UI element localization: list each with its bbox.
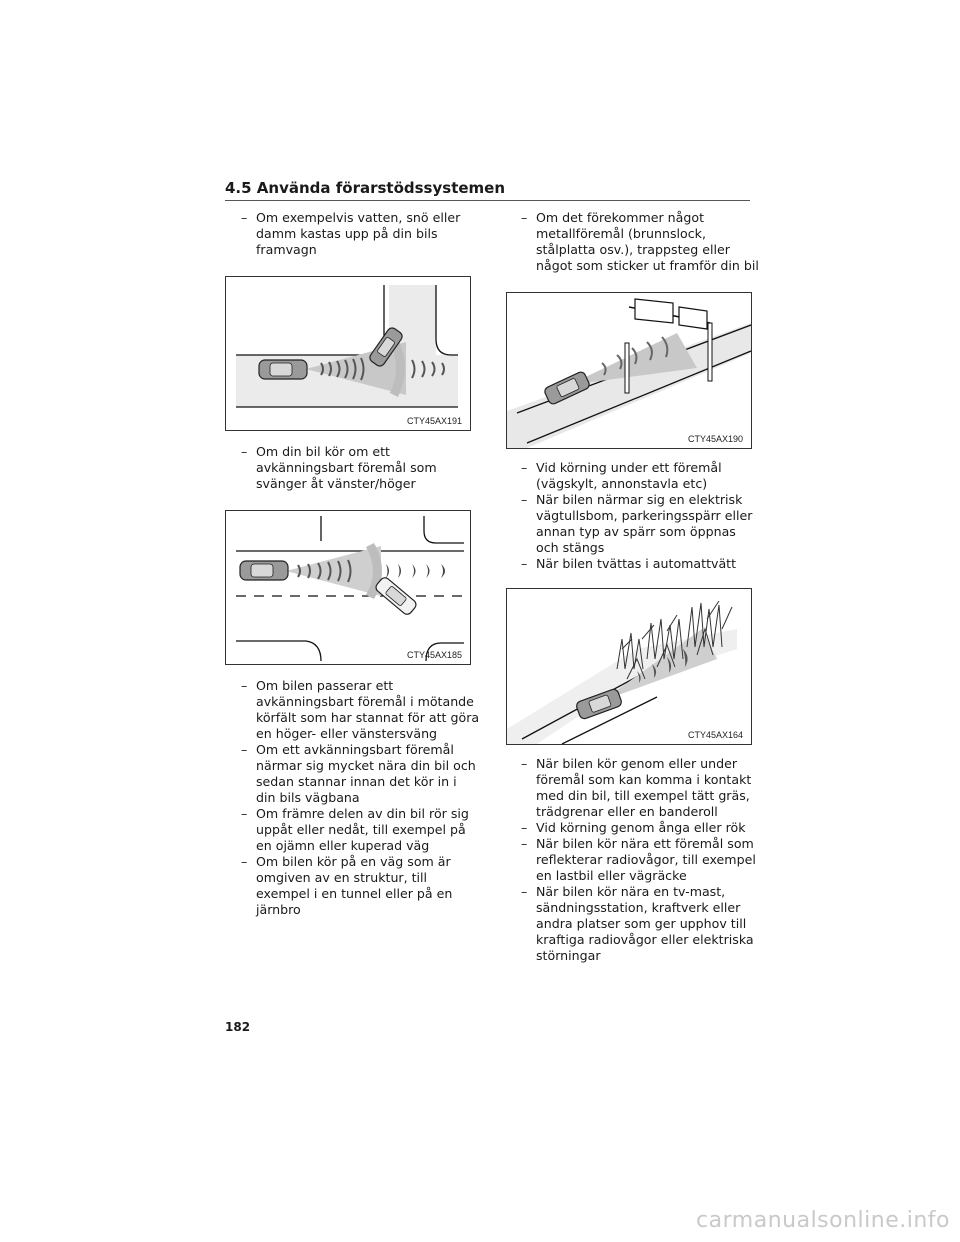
list-item: – Om exempelvis vatten, snö eller damm kastas upp på din bils framvagn — [240, 210, 480, 258]
list-item: – Vid körning genom ånga eller rök — [520, 820, 760, 836]
figure-overhead-sign — [506, 292, 752, 449]
bullet-list — [520, 460, 760, 572]
list-item: – När bilen kör genom eller under föremål som kan komma i kontakt med din bil, till exempel tätt gräs, trädgrenar eller en banderoll — [520, 756, 760, 820]
figure-crossing-car — [225, 276, 471, 431]
list-item: – När bilen kör nära ett föremål som reflekterar radiovågor, till exempel en lastbil eller vägräcke — [520, 836, 760, 884]
list-item: – När bilen kör nära en tv-mast, sändningsstation, kraftverk eller andra platser som ger upphov till kraftiga radiovågor eller elektriska störningar — [520, 884, 760, 964]
figure-turning-car — [225, 510, 471, 665]
figure-code: CTY45AX185 — [406, 650, 462, 660]
bullet-list — [240, 444, 480, 492]
list-item: – Om din bil kör om ett avkänningsbart föremål som svänger åt vänster/höger — [240, 444, 480, 492]
bullet-list — [240, 210, 480, 258]
list-item: – När bilen tvättas i automattvätt — [520, 556, 760, 572]
list-item: – Om främre delen av din bil rör sig uppåt eller nedåt, till exempel på en ojämn eller kuperad väg — [240, 806, 480, 854]
watermark: carmanualsonline.info — [696, 1208, 950, 1233]
section-title: 4.5 Använda förarstödssystemen — [225, 178, 750, 201]
list-item: – Om ett avkänningsbart föremål närmar sig mycket nära din bil och sedan stannar innan det kör in i din bils vägbana — [240, 742, 480, 806]
bullet-list — [520, 756, 760, 964]
bullet-list — [240, 678, 480, 918]
car-icon — [240, 561, 288, 580]
bullet-list — [520, 210, 760, 274]
page-number: 182 — [225, 1020, 251, 1034]
list-item: – När bilen närmar sig en elektrisk vägtullsbom, parkeringsspärr eller annan typ av spärr som öppnas och stängs — [520, 492, 760, 556]
list-item: – Vid körning under ett föremål (vägskylt, annonstavla etc) — [520, 460, 760, 492]
list-item: – Om det förekommer något metallföremål (brunnslock, stålplatta osv.), trappsteg eller något som sticker ut framför din bil — [520, 210, 760, 274]
figure-code: CTY45AX191 — [406, 416, 462, 426]
figure-code: CTY45AX190 — [687, 434, 743, 444]
figure-tall-grass — [506, 588, 752, 745]
list-item: – Om bilen passerar ett avkänningsbart föremål i mötande körfält som har stannat för att göra en höger- eller vänstersväng — [240, 678, 480, 742]
list-item: – Om bilen kör på en väg som är omgiven av en struktur, till exempel i en tunnel eller på en järnbro — [240, 854, 480, 918]
car-icon — [259, 360, 307, 379]
figure-code: CTY45AX164 — [687, 730, 743, 740]
